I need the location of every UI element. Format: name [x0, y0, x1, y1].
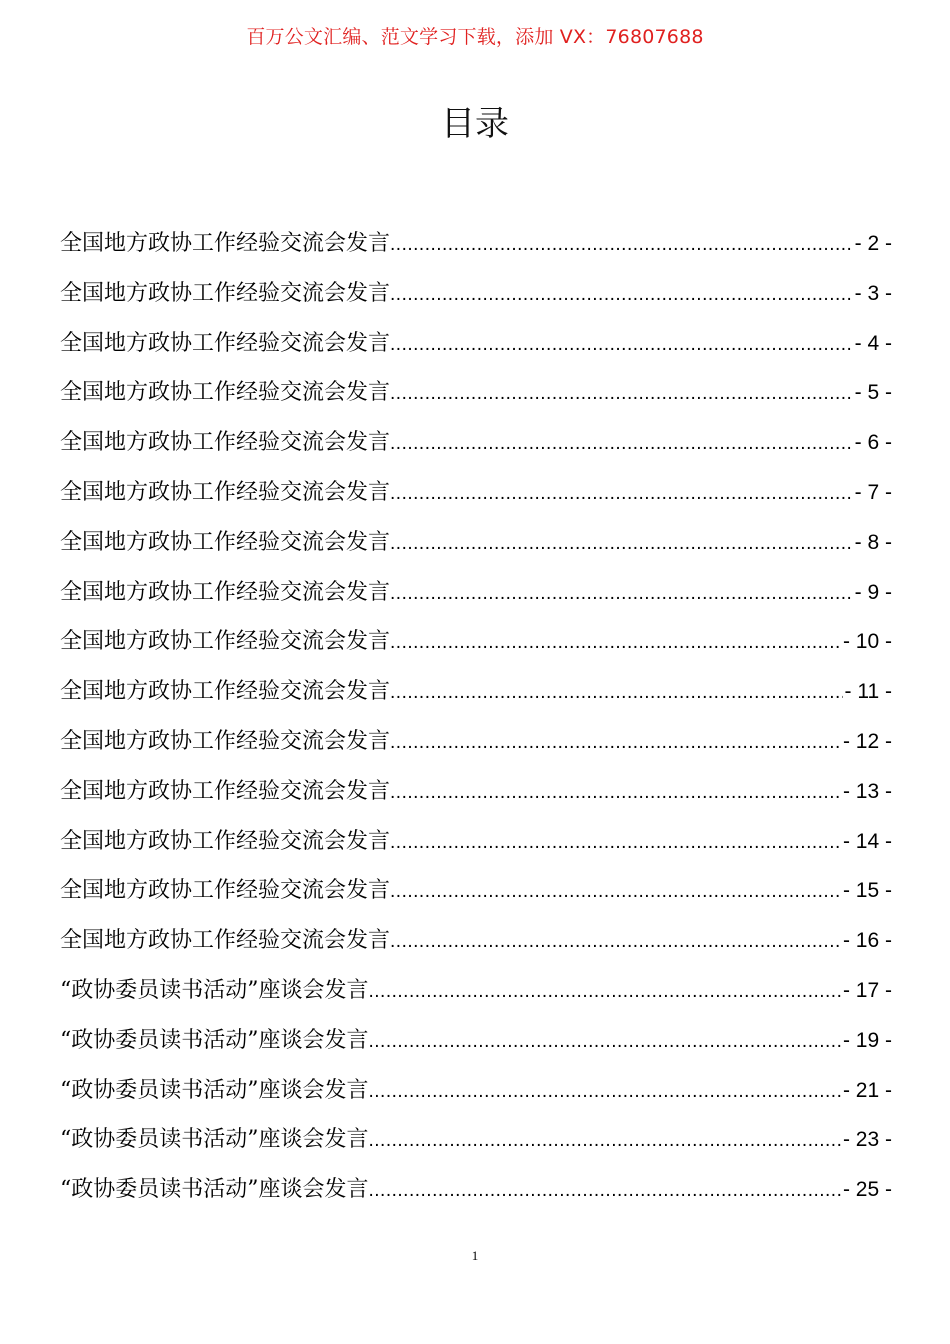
toc-entry-page: - 16 - — [842, 929, 892, 953]
toc-entry[interactable] — [60, 274, 892, 324]
toc-entry-title: 全国地方政协工作经验交流会发言 — [60, 529, 391, 555]
toc-entry-page: - 12 - — [842, 729, 892, 753]
toc-entry-title: 全国地方政协工作经验交流会发言 — [60, 928, 391, 954]
toc-leader-dots — [390, 424, 853, 464]
toc-leader-dots — [390, 623, 841, 663]
toc-entry-page: - 13 - — [842, 779, 892, 803]
toc-entry-page: - 3 - — [854, 281, 892, 305]
toc-leader-dots — [390, 872, 841, 912]
toc-entry-title: “政协委员读书活动”座谈会发言 — [60, 1077, 369, 1103]
toc-entry-page: - 9 - — [854, 580, 892, 604]
toc-leader-dots — [390, 225, 853, 265]
toc-entry-page: - 19 - — [842, 1028, 892, 1052]
toc-entry-title: 全国地方政协工作经验交流会发言 — [60, 679, 391, 705]
toc-leader-dots — [369, 1072, 841, 1112]
toc-entry-page: - 8 - — [854, 530, 892, 554]
toc-entry[interactable] — [60, 772, 892, 822]
toc-entry-page: - 11 - — [844, 680, 892, 704]
toc-entry-title: 全国地方政协工作经验交流会发言 — [60, 728, 391, 754]
page-title: 目录 — [441, 104, 509, 144]
toc-leader-dots — [390, 574, 853, 614]
toc-entry-page: - 21 - — [842, 1078, 892, 1102]
toc-entry-title: 全国地方政协工作经验交流会发言 — [60, 479, 391, 505]
toc-entry[interactable] — [60, 971, 892, 1021]
toc-entry-page: - 5 - — [854, 381, 892, 405]
toc-entry[interactable] — [60, 1021, 892, 1071]
toc-entry[interactable] — [60, 1170, 892, 1220]
toc-entry[interactable] — [60, 672, 892, 722]
toc-entry-title: “政协委员读书活动”座谈会发言 — [60, 1177, 369, 1203]
toc-entry-page: - 6 - — [854, 431, 892, 455]
toc-entry-title: 全国地方政协工作经验交流会发言 — [60, 231, 391, 256]
toc-leader-dots — [390, 723, 841, 763]
toc-entry[interactable] — [60, 224, 892, 274]
toc-entry-page: - 15 - — [842, 879, 892, 903]
toc-entry[interactable] — [60, 324, 892, 374]
toc-entry-title: “政协委员读书活动”座谈会发言 — [60, 977, 369, 1003]
toc-entry-page: - 14 - — [842, 829, 892, 853]
toc-entry-page: - 2 - — [854, 232, 892, 255]
toc-entry[interactable] — [60, 1120, 892, 1170]
toc-entry-title: 全国地方政协工作经验交流会发言 — [60, 629, 391, 655]
toc-entry[interactable] — [60, 822, 892, 872]
toc-entry-page: - 10 - — [842, 630, 892, 654]
toc-entry[interactable] — [60, 573, 892, 623]
page-number: 1 — [471, 1248, 479, 1263]
toc-entry-title: 全国地方政协工作经验交流会发言 — [60, 579, 391, 605]
toc-entry-title: 全国地方政协工作经验交流会发言 — [60, 430, 391, 456]
toc-entry[interactable] — [60, 722, 892, 772]
toc-leader-dots — [390, 374, 853, 414]
toc-leader-dots — [390, 673, 843, 713]
toc-entry-page: - 17 - — [842, 978, 892, 1002]
toc-leader-dots — [390, 275, 853, 315]
toc-entry-page: - 25 - — [842, 1178, 892, 1202]
toc-leader-dots — [390, 325, 853, 365]
toc-entry-title: 全国地方政协工作经验交流会发言 — [60, 330, 391, 356]
header-note: 百万公文汇编、范文学习下载，添加 VX：76807688 — [246, 26, 704, 48]
toc-entry[interactable] — [60, 622, 892, 672]
toc-entry-title: “政协委员读书活动”座谈会发言 — [60, 1127, 369, 1153]
toc-leader-dots — [369, 1121, 841, 1161]
toc-entry-page: - 4 - — [854, 331, 892, 355]
toc-entry-page: - 23 - — [842, 1128, 892, 1152]
toc-entry[interactable] — [60, 373, 892, 423]
toc-leader-dots — [390, 922, 841, 962]
toc-entry-page: - 7 - — [854, 480, 892, 504]
toc-entry[interactable] — [60, 473, 892, 523]
toc-entry[interactable] — [60, 921, 892, 971]
toc-leader-dots — [369, 1171, 841, 1211]
toc-entry-title: 全国地方政协工作经验交流会发言 — [60, 380, 391, 406]
toc-entry-title: 全国地方政协工作经验交流会发言 — [60, 778, 391, 804]
toc-leader-dots — [369, 972, 841, 1012]
toc-entry[interactable] — [60, 871, 892, 921]
toc-entry[interactable] — [60, 1071, 892, 1121]
table-of-contents — [60, 224, 892, 1220]
toc-entry[interactable] — [60, 423, 892, 473]
toc-leader-dots — [390, 524, 853, 564]
toc-leader-dots — [369, 1022, 841, 1062]
toc-entry-title: “政协委员读书活动”座谈会发言 — [60, 1027, 369, 1053]
toc-entry-title: 全国地方政协工作经验交流会发言 — [60, 280, 391, 306]
toc-entry-title: 全国地方政协工作经验交流会发言 — [60, 828, 391, 854]
toc-leader-dots — [390, 474, 853, 514]
toc-leader-dots — [390, 773, 841, 813]
toc-leader-dots — [390, 823, 841, 863]
toc-entry-title: 全国地方政协工作经验交流会发言 — [60, 878, 391, 904]
toc-entry[interactable] — [60, 523, 892, 573]
